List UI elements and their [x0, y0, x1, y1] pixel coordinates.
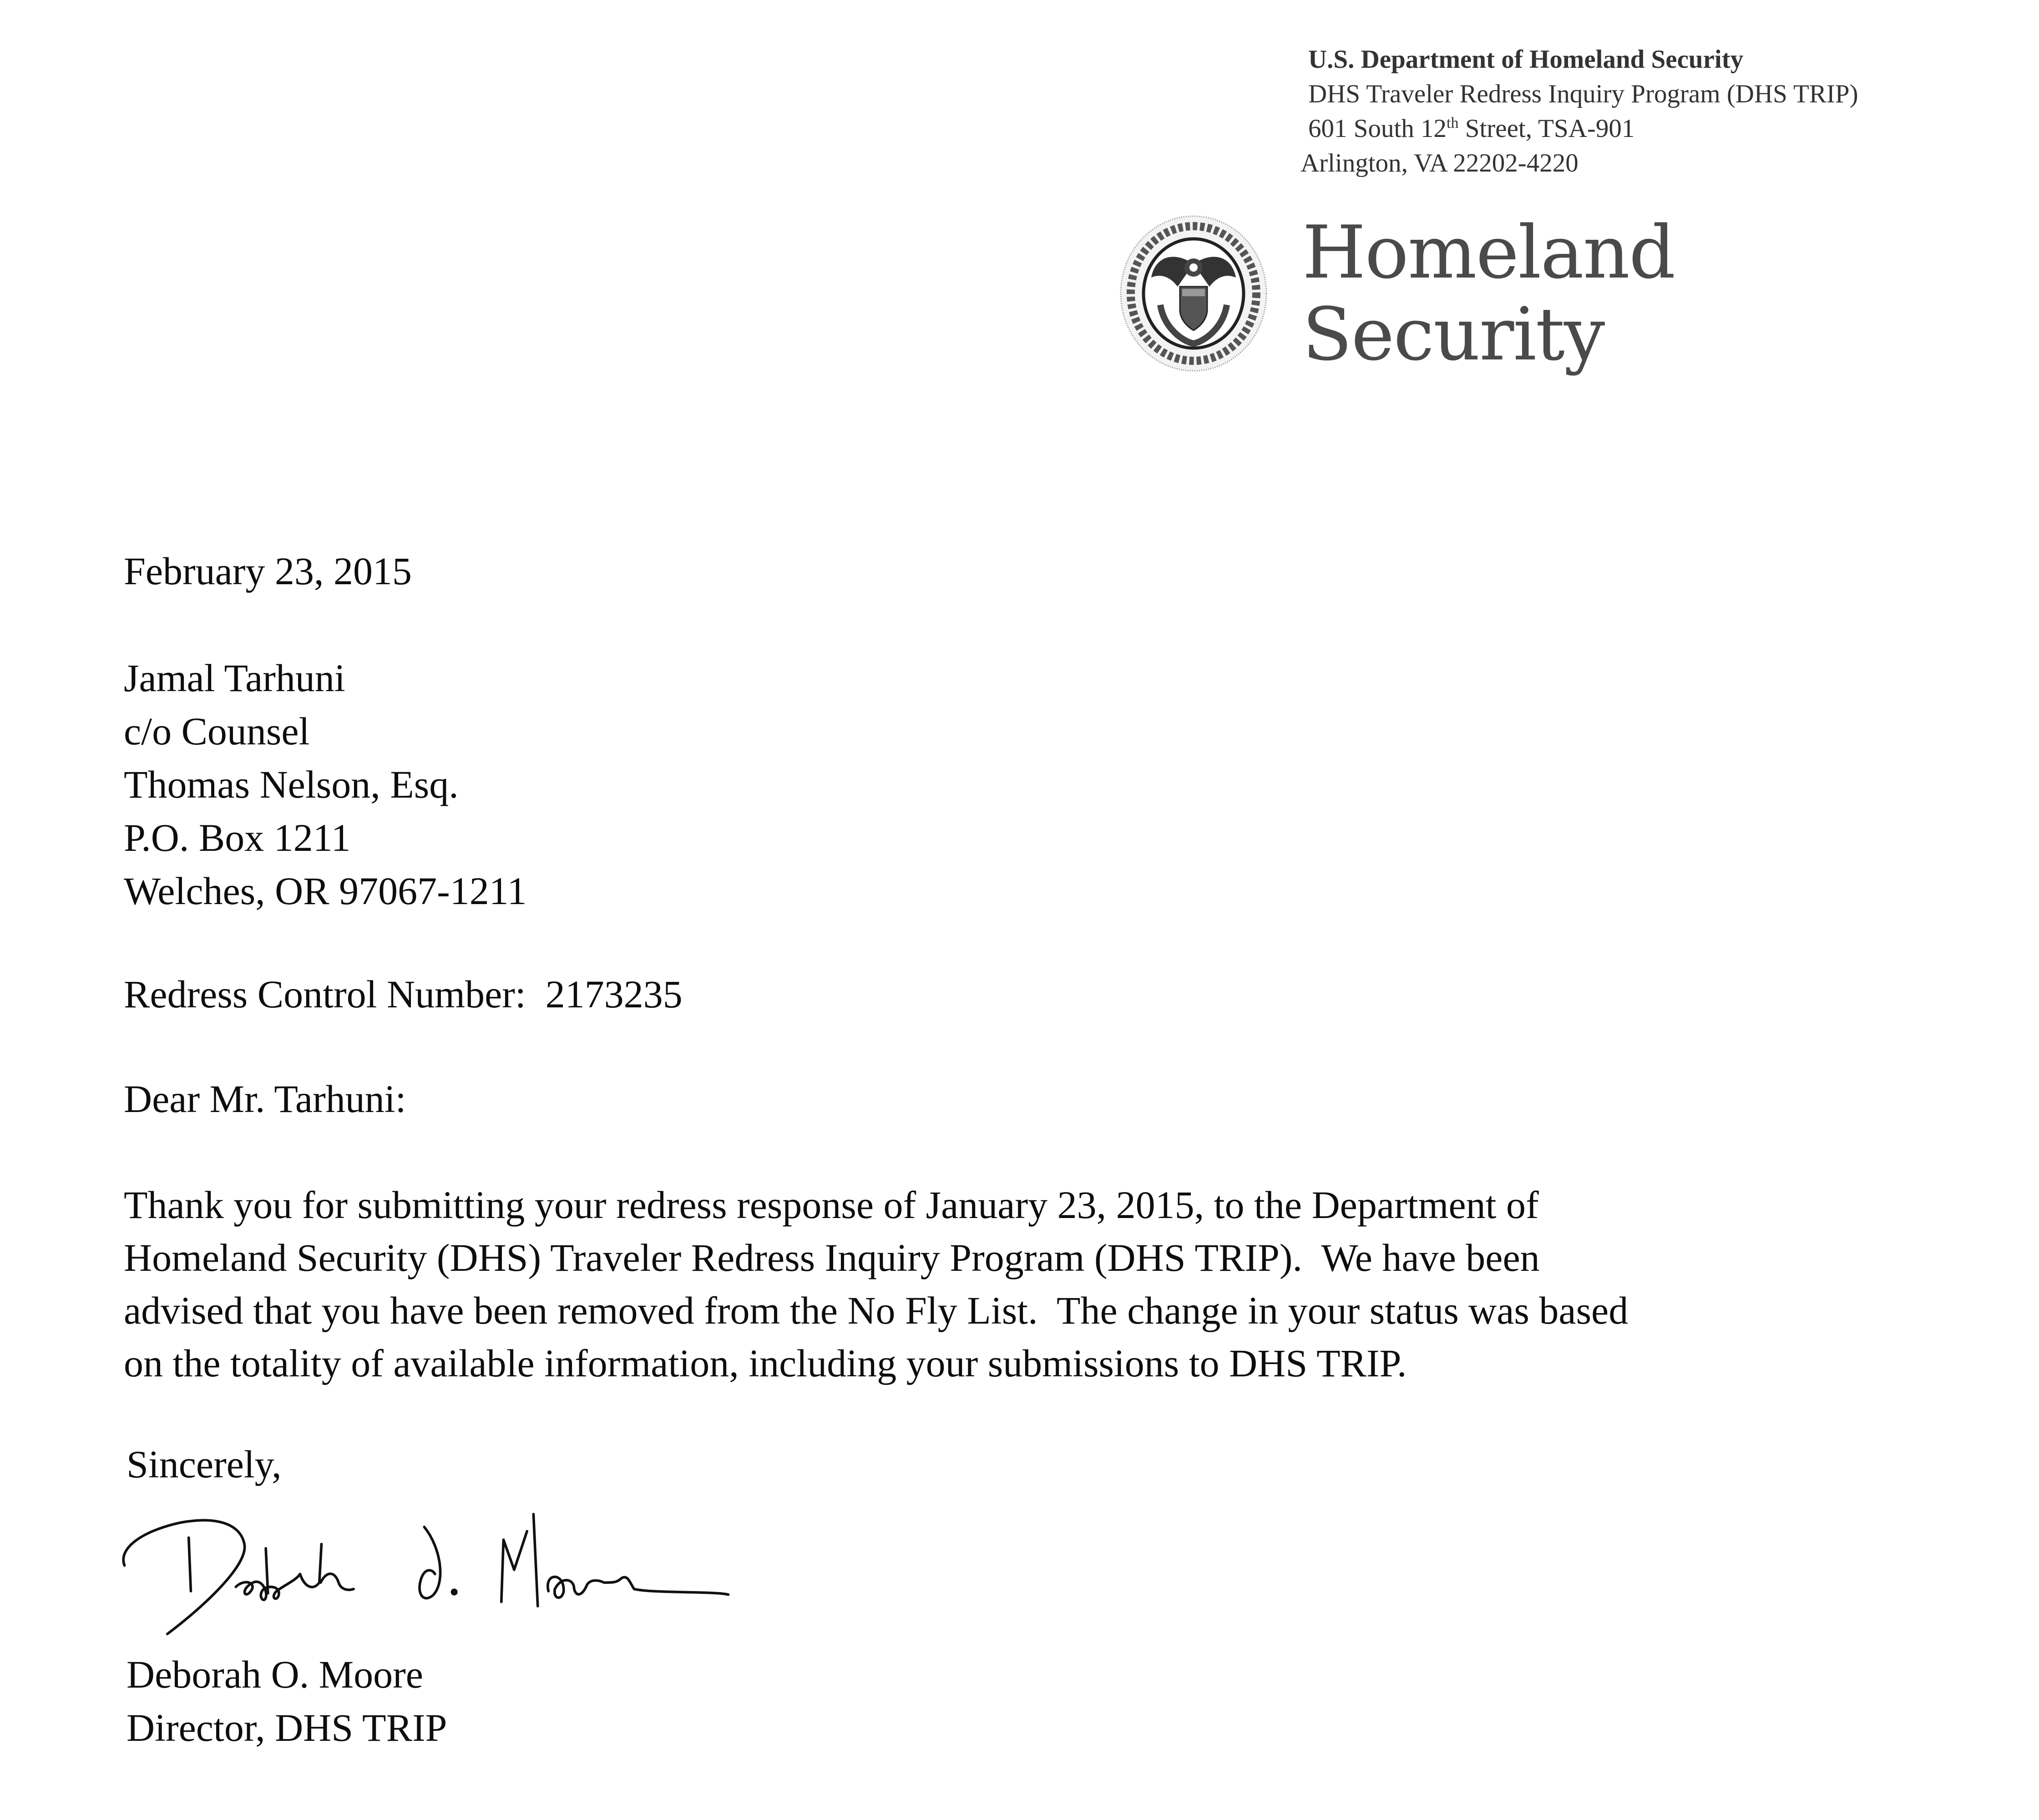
- closing: Sincerely,: [126, 1442, 282, 1486]
- recipient-po-box: P.O. Box 1211: [124, 816, 351, 859]
- letterhead-city: Arlington, VA 22202-4220: [1300, 149, 1579, 177]
- signer-name: Deborah O. Moore: [126, 1653, 423, 1696]
- logo-security: Security: [1302, 292, 1604, 377]
- letterhead-program: DHS Traveler Redress Inquiry Program (DHS TRIP): [1308, 80, 1858, 108]
- recipient-counsel: Thomas Nelson, Esq.: [124, 763, 459, 806]
- street-ordinal: th: [1447, 115, 1459, 131]
- redress-label: Redress Control Number:: [124, 972, 526, 1016]
- letterhead-department: U.S. Department of Homeland Security: [1308, 45, 1744, 74]
- redress-control-number: [124, 971, 683, 1017]
- street-prefix: 601 South 12: [1308, 114, 1447, 143]
- body-line: advised that you have been removed from the No Fly List. The change in your status was based: [124, 1289, 1629, 1332]
- body-line: Thank you for submitting your redress response of January 23, 2015, to the Department of: [124, 1183, 1539, 1227]
- signer-title: Director, DHS TRIP: [126, 1706, 447, 1749]
- recipient-city: Welches, OR 97067-1211: [124, 869, 527, 913]
- salutation: Dear Mr. Tarhuni:: [124, 1077, 406, 1121]
- body-line: on the totality of available information, including your submissions to DHS TRIP.: [124, 1341, 1407, 1385]
- recipient-care-of: c/o Counsel: [124, 709, 310, 753]
- logo-homeland: Homeland: [1302, 210, 1675, 295]
- letter-date: February 23, 2015: [124, 549, 412, 593]
- street-rest: Street, TSA-901: [1458, 114, 1635, 143]
- signature-image: [86, 1497, 1088, 1643]
- body-line: Homeland Security (DHS) Traveler Redress Inquiry Program (DHS TRIP). We have been: [124, 1236, 1540, 1279]
- recipient-name: Jamal Tarhuni: [124, 656, 345, 700]
- letterhead-street: [1308, 114, 1634, 144]
- redress-number: 2173235: [545, 972, 683, 1016]
- dhs-seal-icon: [1118, 214, 1269, 373]
- body-paragraph: [124, 1178, 1989, 1390]
